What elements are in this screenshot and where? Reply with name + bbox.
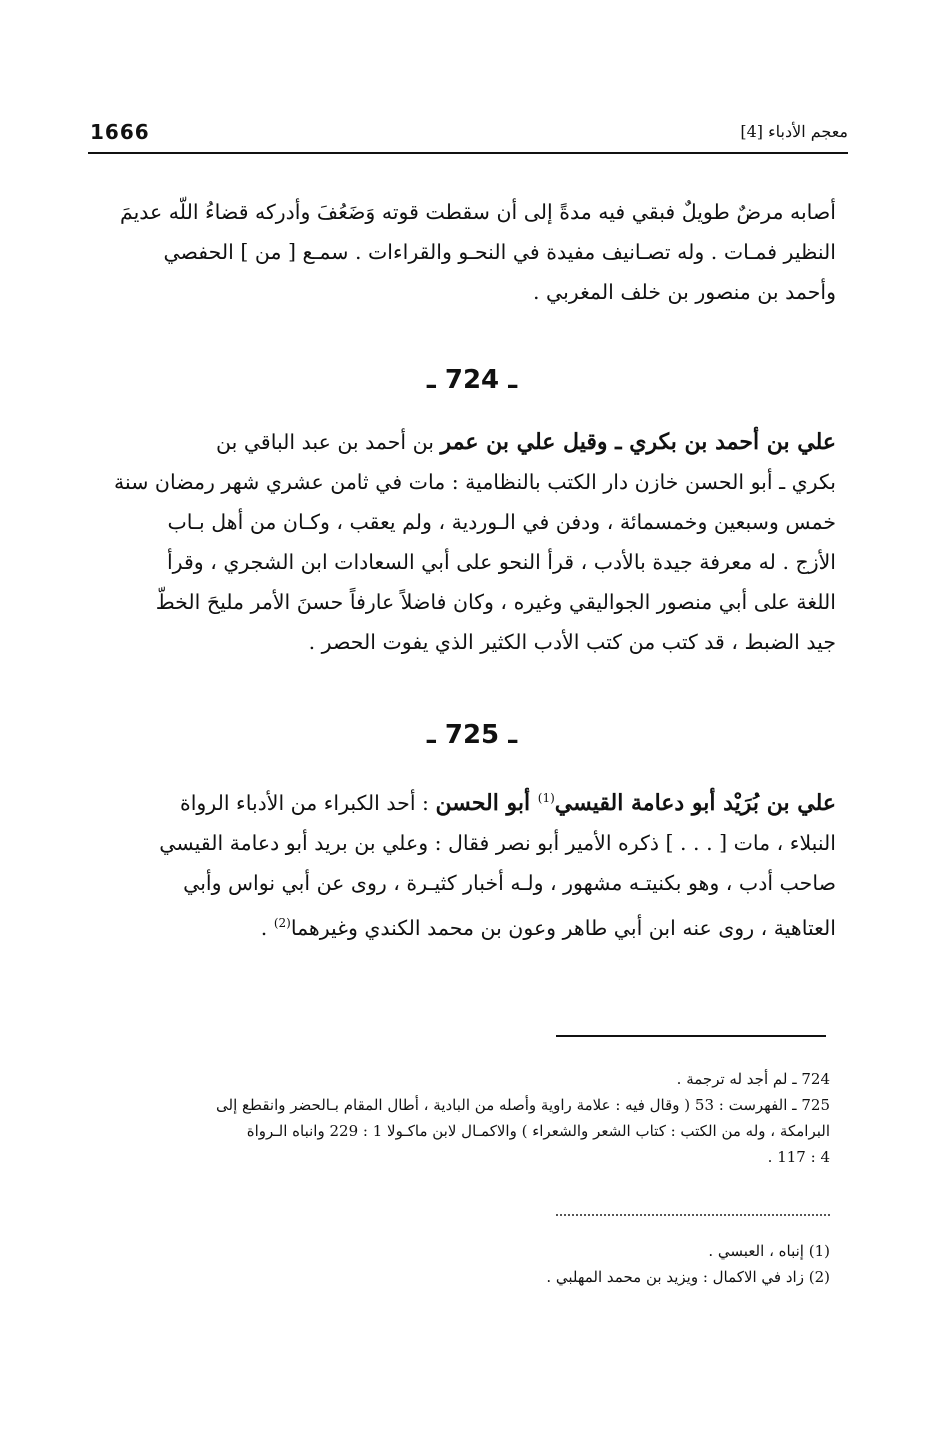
entry-number-725 <box>0 720 944 750</box>
entry-line: الأزج . له معرفة جيدة بالأدب ، قرأ النحو على أبي السعادات ابن الشجري ، وقرأ <box>166 550 836 574</box>
entry-line <box>74 903 836 948</box>
intro-line: النظير فمـات . وله تصـانيف مفيدة في النحـو والقراءات . سمـع [ من ] الحفصي <box>163 240 836 264</box>
intro-line: وأحمد بن منصور بن خلف المغربي . <box>532 280 836 304</box>
entry-line-end: . <box>260 915 274 940</box>
entry-name: علي بن أحمد بن بكري ـ وقيل علي بن عمر <box>440 429 836 455</box>
intro-paragraph <box>74 192 836 312</box>
footnote-rule <box>556 1035 826 1037</box>
footnote-line: (1) إنباه ، العبسي . <box>708 1242 830 1260</box>
entry-kunya: أبو الحسن <box>435 789 538 816</box>
entry-725-text <box>74 778 836 948</box>
entry-number-text: ـ 725 ـ <box>426 720 518 750</box>
page-header <box>88 118 848 152</box>
entry-724-text <box>74 422 836 662</box>
entry-line: اللغة على أبي منصور الجواليقي وغيره ، وكان فاضلاً عارفاً حسنَ الأمر مليحَ الخطّ <box>155 590 836 614</box>
dotted-separator <box>556 1214 830 1216</box>
header-rule <box>88 152 848 154</box>
entry-line-rest: : أحد الكبراء من الأدباء الرواة <box>179 790 436 815</box>
entry-line <box>74 778 836 823</box>
reference-line: البرامكة ، وله من الكتب : كتاب الشعر والشعراء ) والاكمـال لابن ماكـولا 1 : 229 وانباه الـرواة <box>246 1122 830 1140</box>
entry-line-rest: بن أحمد بن عبد الباقي بن <box>216 430 441 454</box>
entry-line: خمس وسبعين وخمسمائة ، ودفن في الـوردية ، ولم يعقب ، وكـان من أهل بـاب <box>167 510 836 534</box>
entry-line <box>74 422 836 462</box>
intro-line: أصابه مرضٌ طويلٌ فبقي فيه مدةً إلى أن سقطت قوته وَضَعُفَ وأدركه قضاءُ اللّه عديمَ <box>119 200 836 224</box>
footnotes-block <box>74 1238 830 1290</box>
entry-line: النبلاء ، مات [ . . . ] ذكره الأمير أبو نصر فقال : وعلي بن بريد أبو دعامة القيسي <box>159 830 836 855</box>
entry-number-text: ـ 724 ـ <box>426 365 518 395</box>
footnote-ref: (1) <box>537 791 555 805</box>
entry-line-main: العتاهية ، روى عنه ابن أبي طاهر وعون بن محمد الكندي وغيرهما <box>290 915 836 940</box>
references-block <box>74 1066 830 1170</box>
entry-line: بكري ـ أبو الحسن خازن دار الكتب بالنظامية : مات في ثامن عشري شهر رمضان سنة <box>114 470 836 494</box>
reference-line: 724 ـ لم أجد له ترجمة . <box>676 1070 830 1088</box>
reference-line: 4 : 117 . <box>767 1148 830 1166</box>
footnote-ref: (2) <box>273 915 291 930</box>
entry-line: جيد الضبط ، قد كتب من كتب الأدب الكثير الذي يفوت الحصر . <box>308 630 836 654</box>
page-number: 1666 <box>90 120 150 144</box>
entry-number-724 <box>0 365 944 395</box>
reference-line: 725 ـ الفهرست : 53 ( وقال فيه : علامة راوية وأصله من البادية ، أطال المقام بـالحضر وانقطع إلى <box>216 1096 830 1114</box>
entry-name: علي بن بُرَيْد أبو دعامة القيسي <box>554 789 836 816</box>
running-title: معجم الأدباء [4] <box>740 122 848 141</box>
entry-line: صاحب أدب ، وهو بكنيتـه مشهور ، ولـه أخبار كثيـرة ، روى عن أبي نواس وأبي <box>183 870 836 895</box>
footnote-line: (2) زاد في الاكمال : ويزيد بن محمد المهلبي . <box>546 1268 830 1286</box>
